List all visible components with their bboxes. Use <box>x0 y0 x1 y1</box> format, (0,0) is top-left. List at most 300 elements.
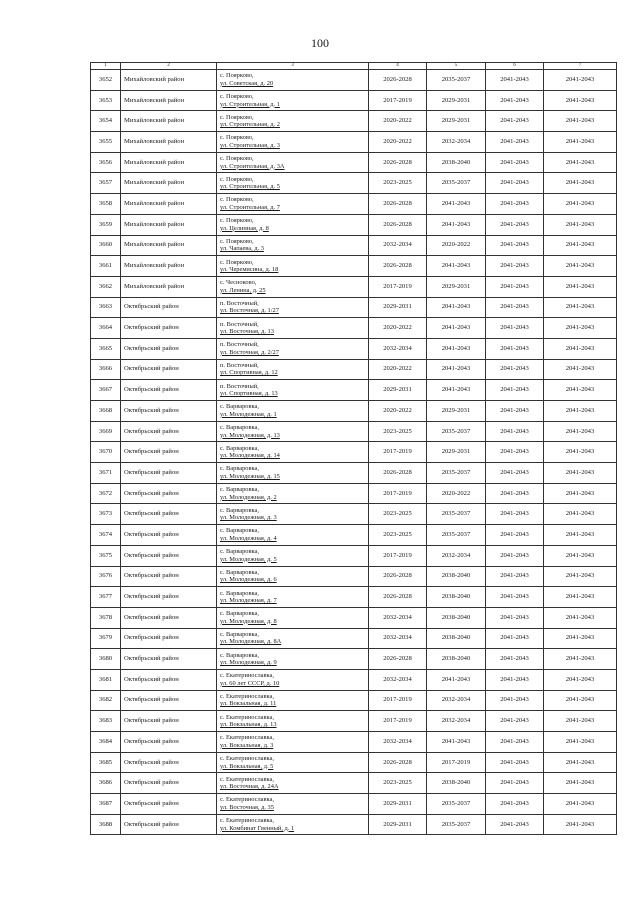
period-col4-cell: 2032-2034 <box>369 628 427 649</box>
table-row <box>91 297 617 318</box>
address-street: ул. Строительная, д. 2 <box>220 121 280 129</box>
address-cell <box>217 545 369 566</box>
address-locality: с. Поярково, <box>220 93 254 101</box>
row-number-cell: 3662 <box>91 276 121 297</box>
address-locality: с. Екатеринославка, <box>220 734 274 742</box>
address-street: ул. Чапаева, д. 3 <box>220 245 264 253</box>
period-col6-cell: 2041-2043 <box>486 318 544 339</box>
period-col5-cell: 2020-2022 <box>427 483 486 504</box>
period-col6-cell: 2041-2043 <box>486 276 544 297</box>
table-row <box>91 607 617 628</box>
column-number-1: 1 <box>91 63 121 70</box>
period-col6-cell: 2041-2043 <box>486 235 544 256</box>
column-number-2: 2 <box>121 63 217 70</box>
district-cell: Октябрьский район <box>121 463 217 484</box>
row-number-cell: 3655 <box>91 132 121 153</box>
period-col4-cell: 2020-2022 <box>369 132 427 153</box>
district-cell: Михайловский район <box>121 132 217 153</box>
district-cell: Октябрьский район <box>121 752 217 773</box>
table-body <box>91 70 617 835</box>
address-street: ул. Молодежная, д. 15 <box>220 472 280 480</box>
period-col5-cell: 2041-2043 <box>427 194 486 215</box>
period-col6-cell: 2041-2043 <box>486 587 544 608</box>
period-col7-cell: 2041-2043 <box>544 607 617 628</box>
address-cell <box>217 132 369 153</box>
period-col5-cell: 2035-2037 <box>427 421 486 442</box>
address-street: ул. Вокзальная, д. 5 <box>220 762 274 770</box>
period-col7-cell: 2041-2043 <box>544 442 617 463</box>
period-col5-cell: 2020-2022 <box>427 235 486 256</box>
address-street: ул. Строительная, д. 3А <box>220 162 285 170</box>
row-number-cell: 3686 <box>91 773 121 794</box>
period-col4-cell: 2023-2025 <box>369 525 427 546</box>
address-street: ул. Молодежная, д. 9 <box>220 659 277 667</box>
row-number-cell: 3687 <box>91 794 121 815</box>
district-cell: Октябрьский район <box>121 628 217 649</box>
period-col5-cell: 2035-2037 <box>427 70 486 91</box>
period-col5-cell: 2038-2040 <box>427 607 486 628</box>
period-col4-cell: 2029-2031 <box>369 814 427 835</box>
period-col7-cell: 2041-2043 <box>544 256 617 277</box>
address-locality: с. Варваровка, <box>220 527 259 535</box>
row-number-cell: 3674 <box>91 525 121 546</box>
row-number-cell: 3683 <box>91 711 121 732</box>
column-number-3: 3 <box>217 63 369 70</box>
district-cell: Октябрьский район <box>121 297 217 318</box>
period-col6-cell: 2041-2043 <box>486 152 544 173</box>
address-street: ул. Восточная, д. 24А <box>220 783 279 791</box>
district-cell: Октябрьский район <box>121 732 217 753</box>
address-cell <box>217 669 369 690</box>
row-number-cell: 3652 <box>91 70 121 91</box>
period-col6-cell: 2041-2043 <box>486 504 544 525</box>
district-cell: Октябрьский район <box>121 545 217 566</box>
table-row <box>91 194 617 215</box>
column-number-6: 6 <box>486 63 544 70</box>
address-cell <box>217 235 369 256</box>
row-number-cell: 3678 <box>91 607 121 628</box>
period-col4-cell: 2020-2022 <box>369 401 427 422</box>
period-col6-cell: 2041-2043 <box>486 711 544 732</box>
row-number-cell: 3672 <box>91 483 121 504</box>
district-cell: Октябрьский район <box>121 483 217 504</box>
district-cell: Октябрьский район <box>121 773 217 794</box>
period-col7-cell: 2041-2043 <box>544 628 617 649</box>
district-cell: Михайловский район <box>121 235 217 256</box>
period-col5-cell: 2038-2040 <box>427 773 486 794</box>
period-col6-cell: 2041-2043 <box>486 690 544 711</box>
district-cell: Октябрьский район <box>121 607 217 628</box>
row-number-cell: 3673 <box>91 504 121 525</box>
table-row <box>91 711 617 732</box>
period-col4-cell: 2020-2022 <box>369 111 427 132</box>
address-cell <box>217 711 369 732</box>
period-col7-cell: 2041-2043 <box>544 359 617 380</box>
period-col7-cell: 2041-2043 <box>544 525 617 546</box>
address-locality: с. Варваровка, <box>220 403 259 411</box>
row-number-cell: 3664 <box>91 318 121 339</box>
period-col7-cell: 2041-2043 <box>544 504 617 525</box>
period-col7-cell: 2041-2043 <box>544 173 617 194</box>
period-col6-cell: 2041-2043 <box>486 566 544 587</box>
column-number-5: 5 <box>427 63 486 70</box>
period-col4-cell: 2020-2022 <box>369 318 427 339</box>
district-cell: Октябрьский район <box>121 669 217 690</box>
district-cell: Октябрьский район <box>121 380 217 401</box>
table-row <box>91 421 617 442</box>
period-col4-cell: 2026-2028 <box>369 152 427 173</box>
address-street: ул. Восточная, д. 35 <box>220 803 274 811</box>
table-row <box>91 649 617 670</box>
row-number-cell: 3666 <box>91 359 121 380</box>
district-cell: Михайловский район <box>121 152 217 173</box>
period-col6-cell: 2041-2043 <box>486 401 544 422</box>
district-cell: Октябрьский район <box>121 814 217 835</box>
period-col5-cell: 2017-2019 <box>427 752 486 773</box>
row-number-cell: 3675 <box>91 545 121 566</box>
address-locality: с. Екатеринославка, <box>220 775 274 783</box>
table-row <box>91 794 617 815</box>
period-col4-cell: 2026-2028 <box>369 649 427 670</box>
row-number-cell: 3670 <box>91 442 121 463</box>
row-number-cell: 3667 <box>91 380 121 401</box>
address-street: ул. Молодежная, д. 8А <box>220 638 282 646</box>
row-number-cell: 3654 <box>91 111 121 132</box>
period-col6-cell: 2041-2043 <box>486 463 544 484</box>
address-street: ул. Молодежная, д. 14 <box>220 452 280 460</box>
period-col7-cell: 2041-2043 <box>544 401 617 422</box>
address-cell <box>217 773 369 794</box>
address-cell <box>217 152 369 173</box>
address-locality: с. Поярково, <box>220 196 254 204</box>
period-col4-cell: 2017-2019 <box>369 276 427 297</box>
period-col5-cell: 2041-2043 <box>427 338 486 359</box>
address-cell <box>217 401 369 422</box>
address-street: ул. Восточная, д. 2/27 <box>220 348 279 356</box>
row-number-cell: 3681 <box>91 669 121 690</box>
address-locality: п. Восточный, <box>220 320 259 328</box>
row-number-cell: 3685 <box>91 752 121 773</box>
period-col4-cell: 2017-2019 <box>369 90 427 111</box>
period-col7-cell: 2041-2043 <box>544 318 617 339</box>
address-locality: с. Чесноково, <box>220 279 257 287</box>
period-col6-cell: 2041-2043 <box>486 194 544 215</box>
row-number-cell: 3657 <box>91 173 121 194</box>
row-number-cell: 3682 <box>91 690 121 711</box>
table-row <box>91 752 617 773</box>
row-number-cell: 3663 <box>91 297 121 318</box>
period-col5-cell: 2041-2043 <box>427 297 486 318</box>
period-col4-cell: 2026-2028 <box>369 752 427 773</box>
address-cell <box>217 504 369 525</box>
period-col7-cell: 2041-2043 <box>544 814 617 835</box>
address-locality: с. Поярково, <box>220 113 254 121</box>
address-cell <box>217 442 369 463</box>
district-cell: Октябрьский район <box>121 338 217 359</box>
address-locality: с. Варваровка, <box>220 610 259 618</box>
address-cell <box>217 194 369 215</box>
period-col4-cell: 2020-2022 <box>369 359 427 380</box>
address-street: ул. Молодежная, д. 1 <box>220 410 277 418</box>
period-col5-cell: 2041-2043 <box>427 359 486 380</box>
period-col5-cell: 2041-2043 <box>427 732 486 753</box>
period-col7-cell: 2041-2043 <box>544 111 617 132</box>
period-col4-cell: 2032-2034 <box>369 607 427 628</box>
address-street: ул. Советская, д. 20 <box>220 79 274 87</box>
period-col6-cell: 2041-2043 <box>486 545 544 566</box>
district-cell: Михайловский район <box>121 276 217 297</box>
row-number-cell: 3661 <box>91 256 121 277</box>
period-col6-cell: 2041-2043 <box>486 421 544 442</box>
address-locality: с. Екатеринославка, <box>220 817 274 825</box>
period-col6-cell: 2041-2043 <box>486 132 544 153</box>
address-street: ул. Строительная, д. 7 <box>220 203 280 211</box>
period-col6-cell: 2041-2043 <box>486 297 544 318</box>
district-cell: Октябрьский район <box>121 649 217 670</box>
address-locality: с. Варваровка, <box>220 630 259 638</box>
period-col5-cell: 2032-2034 <box>427 132 486 153</box>
period-col4-cell: 2017-2019 <box>369 690 427 711</box>
period-col6-cell: 2041-2043 <box>486 525 544 546</box>
district-cell: Октябрьский район <box>121 566 217 587</box>
address-locality: п. Восточный, <box>220 299 259 307</box>
period-col7-cell: 2041-2043 <box>544 773 617 794</box>
table-row <box>91 359 617 380</box>
row-number-cell: 3658 <box>91 194 121 215</box>
table-row <box>91 380 617 401</box>
period-col4-cell: 2029-2031 <box>369 380 427 401</box>
table-row <box>91 483 617 504</box>
period-col5-cell: 2038-2040 <box>427 649 486 670</box>
period-col4-cell: 2032-2034 <box>369 732 427 753</box>
table-row <box>91 90 617 111</box>
period-col5-cell: 2035-2037 <box>427 525 486 546</box>
period-col5-cell: 2041-2043 <box>427 256 486 277</box>
address-cell <box>217 732 369 753</box>
column-number-7: 7 <box>544 63 617 70</box>
address-street: ул. Целинная, д. 8 <box>220 224 269 232</box>
address-cell <box>217 463 369 484</box>
period-col6-cell: 2041-2043 <box>486 732 544 753</box>
address-cell <box>217 318 369 339</box>
address-street: ул. Молодежная, д. 8 <box>220 617 277 625</box>
column-number-4: 4 <box>369 63 427 70</box>
table-row <box>91 111 617 132</box>
table-row <box>91 690 617 711</box>
address-street: ул. Молодежная, д. 2 <box>220 493 277 501</box>
address-street: ул. Молодежная, д. 7 <box>220 597 277 605</box>
period-col4-cell: 2017-2019 <box>369 483 427 504</box>
address-locality: с. Варваровка, <box>220 424 259 432</box>
district-cell: Михайловский район <box>121 111 217 132</box>
address-locality: с. Варваровка, <box>220 465 259 473</box>
address-cell <box>217 483 369 504</box>
column-number-row <box>91 63 617 70</box>
period-col5-cell: 2035-2037 <box>427 814 486 835</box>
period-col5-cell: 2038-2040 <box>427 628 486 649</box>
period-col6-cell: 2041-2043 <box>486 794 544 815</box>
period-col6-cell: 2041-2043 <box>486 173 544 194</box>
period-col4-cell: 2023-2025 <box>369 504 427 525</box>
district-cell: Октябрьский район <box>121 318 217 339</box>
address-locality: с. Варваровка, <box>220 444 259 452</box>
period-col4-cell: 2017-2019 <box>369 711 427 732</box>
district-cell: Октябрьский район <box>121 690 217 711</box>
address-locality: с. Поярково, <box>220 134 254 142</box>
address-cell <box>217 752 369 773</box>
period-col4-cell: 2017-2019 <box>369 442 427 463</box>
district-cell: Михайловский район <box>121 70 217 91</box>
address-street: ул. Восточная, д. 1/27 <box>220 307 279 315</box>
period-col6-cell: 2041-2043 <box>486 814 544 835</box>
address-street: ул. Вокзальная, д. 3 <box>220 741 274 749</box>
address-locality: с. Варваровка, <box>220 651 259 659</box>
period-col7-cell: 2041-2043 <box>544 545 617 566</box>
row-number-cell: 3665 <box>91 338 121 359</box>
period-col5-cell: 2041-2043 <box>427 318 486 339</box>
period-col5-cell: 2041-2043 <box>427 380 486 401</box>
district-cell: Октябрьский район <box>121 711 217 732</box>
period-col5-cell: 2035-2037 <box>427 794 486 815</box>
address-cell <box>217 214 369 235</box>
period-col7-cell: 2041-2043 <box>544 380 617 401</box>
period-col6-cell: 2041-2043 <box>486 483 544 504</box>
table-row <box>91 773 617 794</box>
period-col6-cell: 2041-2043 <box>486 90 544 111</box>
table-row <box>91 504 617 525</box>
period-col6-cell: 2041-2043 <box>486 70 544 91</box>
period-col4-cell: 2026-2028 <box>369 194 427 215</box>
period-col6-cell: 2041-2043 <box>486 359 544 380</box>
district-cell: Октябрьский район <box>121 401 217 422</box>
period-col5-cell: 2029-2031 <box>427 401 486 422</box>
address-street: ул. Строительная, д. 3 <box>220 141 280 149</box>
address-cell <box>217 338 369 359</box>
housing-register-table <box>90 62 617 835</box>
period-col4-cell: 2026-2028 <box>369 463 427 484</box>
table-row <box>91 525 617 546</box>
period-col5-cell: 2041-2043 <box>427 669 486 690</box>
period-col5-cell: 2029-2031 <box>427 276 486 297</box>
address-cell <box>217 607 369 628</box>
period-col7-cell: 2041-2043 <box>544 194 617 215</box>
period-col6-cell: 2041-2043 <box>486 607 544 628</box>
row-number-cell: 3676 <box>91 566 121 587</box>
period-col6-cell: 2041-2043 <box>486 214 544 235</box>
row-number-cell: 3671 <box>91 463 121 484</box>
period-col4-cell: 2026-2028 <box>369 214 427 235</box>
period-col4-cell: 2032-2034 <box>369 338 427 359</box>
table-row <box>91 318 617 339</box>
district-cell: Октябрьский район <box>121 587 217 608</box>
period-col5-cell: 2032-2034 <box>427 690 486 711</box>
district-cell: Октябрьский район <box>121 442 217 463</box>
address-locality: с. Поярково, <box>220 258 254 266</box>
table-header <box>91 63 617 70</box>
period-col7-cell: 2041-2043 <box>544 649 617 670</box>
period-col4-cell: 2026-2028 <box>369 70 427 91</box>
table-row <box>91 152 617 173</box>
address-street: ул. Молодежная, д. 5 <box>220 555 277 563</box>
period-col5-cell: 2029-2031 <box>427 442 486 463</box>
period-col4-cell: 2026-2028 <box>369 256 427 277</box>
table-row <box>91 214 617 235</box>
address-locality: с. Поярково, <box>220 217 254 225</box>
table-row <box>91 566 617 587</box>
period-col4-cell: 2032-2034 <box>369 235 427 256</box>
period-col5-cell: 2035-2037 <box>427 504 486 525</box>
address-locality: с. Варваровка, <box>220 589 259 597</box>
period-col4-cell: 2026-2028 <box>369 566 427 587</box>
address-street: ул. Ленина, д. 25 <box>220 286 266 294</box>
table-row <box>91 545 617 566</box>
period-col4-cell: 2023-2025 <box>369 173 427 194</box>
row-number-cell: 3656 <box>91 152 121 173</box>
address-locality: с. Поярково, <box>220 155 254 163</box>
row-number-cell: 3688 <box>91 814 121 835</box>
row-number-cell: 3659 <box>91 214 121 235</box>
period-col7-cell: 2041-2043 <box>544 463 617 484</box>
table-row <box>91 173 617 194</box>
row-number-cell: 3680 <box>91 649 121 670</box>
table-row <box>91 256 617 277</box>
address-locality: с. Екатеринославка, <box>220 672 274 680</box>
period-col5-cell: 2029-2031 <box>427 90 486 111</box>
address-locality: с. Екатеринославка, <box>220 713 274 721</box>
period-col5-cell: 2041-2043 <box>427 214 486 235</box>
period-col7-cell: 2041-2043 <box>544 132 617 153</box>
address-locality: с. Екатеринославка, <box>220 692 274 700</box>
address-street: ул. 60 лет СССР, д. 10 <box>220 679 280 687</box>
period-col6-cell: 2041-2043 <box>486 442 544 463</box>
address-cell <box>217 90 369 111</box>
address-street: ул. Вокзальная, д. 11 <box>220 700 277 708</box>
period-col6-cell: 2041-2043 <box>486 752 544 773</box>
district-cell: Октябрьский район <box>121 525 217 546</box>
period-col5-cell: 2035-2037 <box>427 463 486 484</box>
table-row <box>91 132 617 153</box>
address-street: ул. Спортивная, д. 13 <box>220 390 278 398</box>
period-col6-cell: 2041-2043 <box>486 380 544 401</box>
address-cell <box>217 111 369 132</box>
period-col7-cell: 2041-2043 <box>544 152 617 173</box>
address-locality: с. Варваровка, <box>220 486 259 494</box>
address-locality: с. Варваровка, <box>220 568 259 576</box>
district-cell: Октябрьский район <box>121 794 217 815</box>
period-col7-cell: 2041-2043 <box>544 669 617 690</box>
period-col7-cell: 2041-2043 <box>544 70 617 91</box>
table-row <box>91 70 617 91</box>
table-row <box>91 442 617 463</box>
address-street: ул. Восточная, д. 13 <box>220 328 274 336</box>
address-street: ул. Спортивная, д. 12 <box>220 369 278 377</box>
period-col4-cell: 2017-2019 <box>369 545 427 566</box>
district-cell: Михайловский район <box>121 214 217 235</box>
period-col7-cell: 2041-2043 <box>544 566 617 587</box>
address-street: ул. Комбинат Гвенный, д. 1 <box>220 824 295 832</box>
period-col7-cell: 2041-2043 <box>544 297 617 318</box>
period-col6-cell: 2041-2043 <box>486 773 544 794</box>
table-row <box>91 235 617 256</box>
district-cell: Октябрьский район <box>121 359 217 380</box>
period-col6-cell: 2041-2043 <box>486 256 544 277</box>
period-col7-cell: 2041-2043 <box>544 276 617 297</box>
period-col7-cell: 2041-2043 <box>544 90 617 111</box>
address-street: ул. Строительная, д. 1 <box>220 100 280 108</box>
row-number-cell: 3669 <box>91 421 121 442</box>
table-row <box>91 338 617 359</box>
period-col7-cell: 2041-2043 <box>544 421 617 442</box>
